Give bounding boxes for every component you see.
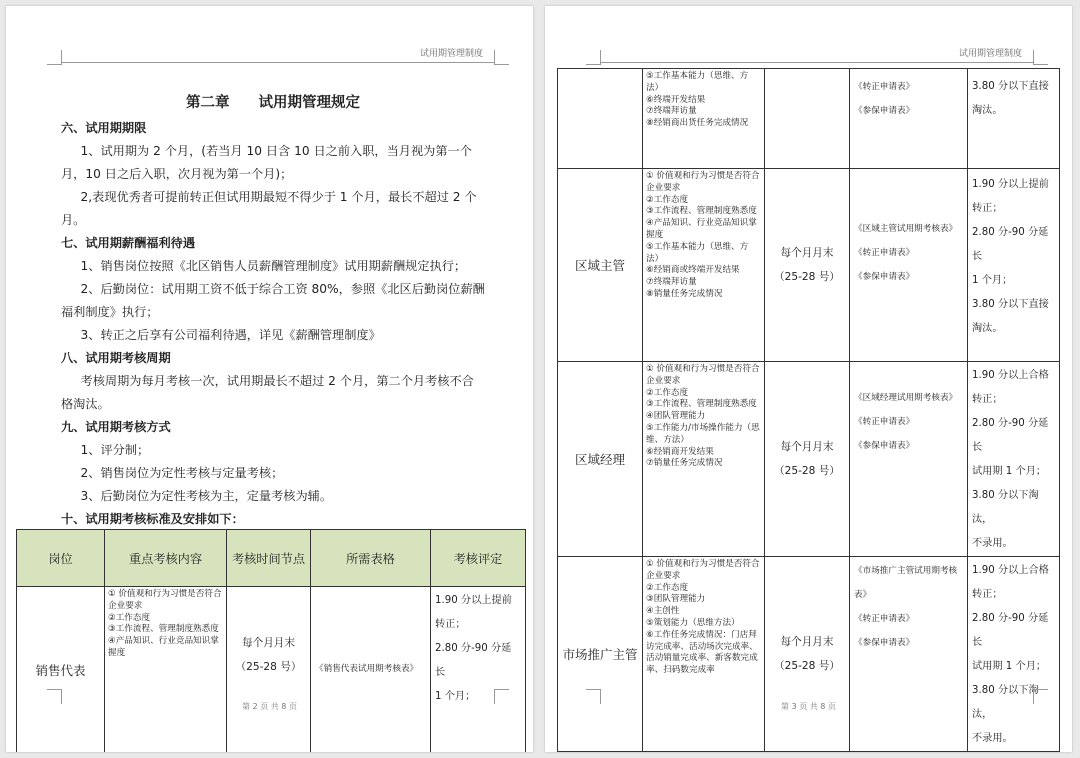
- time-line: （25-28 号）: [774, 465, 840, 477]
- point-item: ⑥经销商开发结果: [646, 446, 714, 457]
- table-row: [558, 362, 1060, 557]
- position-cell: 区域经理: [558, 362, 643, 557]
- evaluation-line: 转正；: [972, 394, 1003, 405]
- point-item: ① 价值观和行为习惯是否符合企业要求: [646, 171, 760, 193]
- paragraph: 考核周期为每月考核一次，试用期最长不超过 2 个月，第二个月考核不合格淘汰。: [61, 374, 474, 411]
- point-item: ④产品知识、行业竞品知识掌握度: [646, 218, 757, 240]
- page-header: 试用期管理制度: [958, 49, 1022, 59]
- evaluation-cell: [968, 557, 1060, 752]
- time-line: （25-28 号）: [774, 660, 840, 672]
- forms-cell: [850, 557, 968, 752]
- section-heading: 九、试用期考核方式: [61, 420, 171, 434]
- form-item: 《区域主管试用期考核表》: [854, 224, 958, 234]
- point-item: ⑤工作基本能力（思维、方法）: [646, 71, 749, 93]
- page-header: 试用期管理制度: [419, 49, 483, 59]
- evaluation-line: 转正；: [972, 589, 1003, 600]
- header-rule: [61, 62, 495, 63]
- time-line: （25-28 号）: [774, 271, 840, 283]
- position-cell: [558, 69, 643, 169]
- paragraph: 1、试用期为 2 个月，(若当月 10 日含 10 日之前入职，当月视为第一个月，10 日之后入职，次月视为第一个月)；: [61, 144, 472, 181]
- point-item: ① 价值观和行为习惯是否符合企业要求: [646, 364, 760, 386]
- form-item: 《参保申请表》: [854, 272, 915, 282]
- form-item: 《转正申请表》: [854, 417, 915, 427]
- evaluation-line: 3.80 分以下淘汰，: [972, 490, 1039, 525]
- point-item: ④主创性: [646, 606, 680, 617]
- time-line: 每个月月末: [780, 247, 834, 259]
- page-number: 第 3 页 共 8 页: [781, 702, 836, 711]
- forms-cell: [850, 69, 968, 169]
- document-page-2: [6, 6, 533, 752]
- point-item: ① 价值观和行为习惯是否符合企业要求: [646, 559, 760, 581]
- column-header: 考核时间节点: [227, 530, 311, 587]
- time-line: 每个月月末: [780, 441, 834, 453]
- point-item: ⑦终端拜访量: [646, 277, 697, 288]
- table-row: [17, 587, 526, 753]
- evaluation-line: 2.80 分-90 分延长: [435, 643, 512, 678]
- evaluation-line: 1.90 分以上合格: [972, 565, 1049, 576]
- evaluation-line: 淘汰。: [972, 323, 1003, 334]
- evaluation-line: 试用期 1 个月；: [972, 466, 1047, 477]
- evaluation-line: 2.80 分-90 分延长: [972, 613, 1049, 648]
- evaluation-line: 不录用。: [972, 733, 1013, 744]
- point-item: ① 价值观和行为习惯是否符合企业要求: [108, 589, 222, 611]
- crop-mark: [47, 50, 62, 65]
- evaluation-line: 试用期 1 个月；: [972, 661, 1047, 672]
- page-number: 第 2 页 共 8 页: [242, 702, 297, 711]
- evaluation-line: 1.90 分以上提前: [972, 179, 1049, 190]
- evaluation-line: 1.90 分以上合格: [972, 370, 1049, 381]
- evaluation-line: 2.80 分-90 分延长: [972, 418, 1049, 453]
- point-item: ⑥工作任务完成情况：门店拜访完成率、活动场次完成率、活动销量完成率、新客数完成率、扫码数完成率: [646, 629, 758, 676]
- crop-mark: [494, 50, 509, 65]
- section-heading: 七、试用期薪酬福利待遇: [61, 236, 196, 250]
- position-cell: 销售代表: [17, 587, 105, 753]
- point-item: ⑦终端拜访量: [646, 106, 697, 117]
- paragraph: 2、后勤岗位：试用期工资不低于综合工资 80%，参照《北区后勤岗位薪酬福利制度》执行；: [61, 282, 485, 319]
- column-header: 所需表格: [311, 530, 431, 587]
- paragraph: 1、销售岗位按照《北区销售人员薪酬管理制度》试用期薪酬规定执行；: [80, 259, 467, 273]
- time-line: 每个月月末: [780, 636, 834, 648]
- paragraph: 2、销售岗位为定性考核与定量考核；: [80, 466, 284, 480]
- form-item: 《参保申请表》: [854, 441, 915, 451]
- form-item: 《参保申请表》: [854, 638, 915, 648]
- form-item: 《转正申请表》: [854, 248, 915, 258]
- time-cell: [765, 169, 850, 362]
- point-item: ⑥经销商或终端开发结果: [646, 265, 740, 276]
- form-item: 《销售代表试用期考核表》: [315, 664, 419, 674]
- table-row: [558, 69, 1060, 169]
- form-item: 《市场推广主管试用期考核表》: [854, 566, 958, 600]
- evaluation-cell: [968, 69, 1060, 169]
- header-rule: [600, 62, 1034, 63]
- time-cell: [765, 362, 850, 557]
- time-line: （25-28 号）: [235, 661, 302, 673]
- point-item: ⑦销量任务完成情况: [646, 458, 723, 469]
- section-heading: 十、试用期考核标准及安排如下：: [61, 512, 244, 526]
- crop-mark: [586, 50, 601, 65]
- point-item: ⑧经销商出货任务完成情况: [646, 118, 749, 129]
- assessment-table: [16, 529, 526, 752]
- evaluation-cell: [431, 587, 526, 753]
- point-item: ③工作流程、管理制度熟悉度: [646, 399, 757, 410]
- evaluation-line: 1 个月；: [435, 691, 476, 702]
- assessment-points-cell: [105, 587, 227, 753]
- paragraph: 3、后勤岗位为定性考核为主，定量考核为辅。: [80, 489, 333, 503]
- evaluation-line: 2.80 分-90 分延长: [972, 227, 1049, 262]
- point-item: ③团队管理能力: [646, 594, 706, 605]
- form-item: 《转正申请表》: [854, 82, 915, 92]
- column-header: 考核评定: [431, 530, 526, 587]
- point-item: ②工作态度: [646, 194, 689, 205]
- assessment-points-cell: [643, 69, 765, 169]
- evaluation-cell: [968, 169, 1060, 362]
- point-item: ⑤策划能力（思维方法）: [646, 617, 740, 628]
- evaluation-line: 不录用。: [972, 538, 1013, 549]
- time-cell: [227, 587, 311, 753]
- point-item: ②工作态度: [108, 612, 151, 623]
- form-item: 《转正申请表》: [854, 614, 915, 624]
- point-item: ⑤工作基本能力（思维、方法）: [646, 241, 749, 264]
- point-item: ⑤工作能力/市场操作能力（思维、方法）: [646, 422, 760, 445]
- assessment-points-cell: [643, 557, 765, 752]
- evaluation-line: 1 个月；: [972, 275, 1013, 286]
- table-row: [558, 169, 1060, 362]
- paragraph: 1、评分制；: [80, 443, 150, 457]
- point-item: ⑥终端开发结果: [646, 94, 706, 105]
- crop-mark: [1033, 50, 1048, 65]
- time-line: 每个月月末: [242, 637, 295, 649]
- evaluation-line: 转正；: [972, 203, 1003, 214]
- evaluation-line: 3.80 分以下直接: [972, 299, 1049, 310]
- assessment-points-cell: [643, 362, 765, 557]
- point-item: ②工作态度: [646, 387, 689, 398]
- time-cell: [765, 557, 850, 752]
- evaluation-line: 3.80 分以下直接: [972, 81, 1049, 92]
- forms-cell: [850, 169, 968, 362]
- evaluation-line: 转正；: [435, 619, 466, 630]
- time-cell: [765, 69, 850, 169]
- form-item: 《区域经理试用期考核表》: [854, 393, 958, 403]
- assessment-table-continued: [557, 68, 1060, 752]
- form-item: 《参保申请表》: [854, 106, 915, 116]
- page-body: [61, 92, 485, 531]
- section-heading: 八、试用期考核周期: [61, 351, 171, 365]
- position-cell: 区域主管: [558, 169, 643, 362]
- table-row: [558, 557, 1060, 752]
- evaluation-line: 3.80 分以下淘汰，: [972, 685, 1039, 720]
- paragraph: 2,表现优秀者可提前转正但试用期最短不得少于 1 个月，最长不超过 2 个月。: [61, 190, 477, 227]
- document-page-3: [545, 6, 1072, 752]
- table-header-row: [17, 530, 526, 587]
- point-item: ③工作流程、管理制度熟悉度: [108, 624, 219, 635]
- forms-cell: [850, 362, 968, 557]
- point-item: ③工作流程、管理制度熟悉度: [646, 206, 757, 217]
- assessment-points-cell: [643, 169, 765, 362]
- paragraph: 3、转正之后享有公司福利待遇，详见《薪酬管理制度》: [80, 328, 381, 342]
- point-item: ④团队管理能力: [646, 411, 706, 422]
- section-heading: 六、试用期期限: [61, 121, 147, 135]
- evaluation-line: 1.90 分以上提前: [435, 595, 512, 606]
- column-header: 重点考核内容: [105, 530, 227, 587]
- evaluation-line: 淘汰。: [972, 105, 1003, 116]
- chapter-title: 第二章 试用期管理规定: [186, 95, 360, 111]
- point-item: ⑧销量任务完成情况: [646, 288, 723, 299]
- evaluation-cell: [968, 362, 1060, 557]
- column-header: 岗位: [17, 530, 105, 587]
- point-item: ②工作态度: [646, 582, 689, 593]
- point-item: ④产品知识、行业竞品知识掌握度: [108, 636, 219, 658]
- forms-cell: [311, 587, 431, 753]
- position-cell: 市场推广主管: [558, 557, 643, 752]
